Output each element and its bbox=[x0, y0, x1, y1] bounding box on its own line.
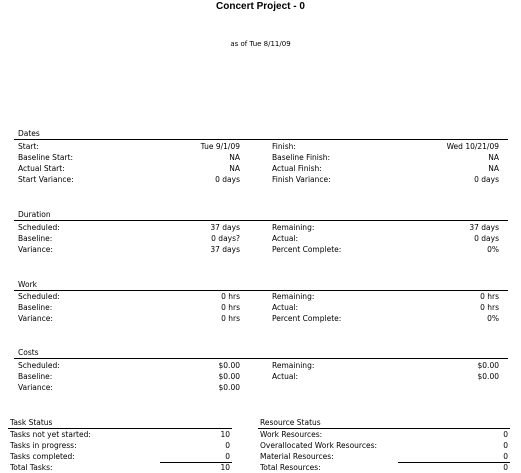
row-value: 0 bbox=[503, 463, 508, 472]
row-label: Scheduled: bbox=[18, 361, 60, 370]
dates-section-title: Dates bbox=[18, 129, 40, 138]
work-baseline-row bbox=[18, 303, 240, 313]
dates-actual-finish-row bbox=[272, 164, 499, 174]
duration-divider bbox=[14, 220, 508, 221]
dates-actual-start-row bbox=[18, 164, 240, 174]
row-value: NA bbox=[229, 164, 240, 173]
row-value: 0 bbox=[225, 452, 230, 461]
row-label: Total Resources: bbox=[260, 463, 321, 472]
row-label: Overallocated Work Resources: bbox=[260, 441, 378, 450]
row-value: 37 days bbox=[469, 223, 499, 232]
row-value: 37 days bbox=[210, 223, 240, 232]
tasks-not-started-row bbox=[10, 430, 230, 440]
row-label: Percent Complete: bbox=[272, 245, 342, 254]
row-label: Actual Finish: bbox=[272, 164, 322, 173]
row-value: 0% bbox=[487, 245, 499, 254]
row-label: Baseline: bbox=[18, 234, 53, 243]
work-percent-complete-row bbox=[272, 314, 499, 324]
dates-baseline-start-row bbox=[18, 153, 240, 163]
tasks-completed-row bbox=[10, 452, 230, 462]
row-value: 37 days bbox=[210, 245, 240, 254]
row-value: $0.00 bbox=[218, 383, 240, 392]
dates-finish-row bbox=[272, 142, 499, 152]
row-label: Material Resources: bbox=[260, 452, 334, 461]
work-section-title: Work bbox=[18, 280, 37, 289]
work-resources-row bbox=[260, 430, 508, 440]
row-label: Start Variance: bbox=[18, 175, 74, 184]
row-value: 0 days? bbox=[211, 234, 240, 243]
row-label: Tasks not yet started: bbox=[10, 430, 91, 439]
row-label: Scheduled: bbox=[18, 223, 60, 232]
duration-percent-complete-row bbox=[272, 245, 499, 255]
resource-status-divider bbox=[258, 428, 510, 429]
overallocated-resources-row bbox=[260, 441, 508, 451]
row-label: Baseline: bbox=[18, 372, 53, 381]
row-value: Tue 9/1/09 bbox=[200, 142, 240, 151]
duration-variance-row bbox=[18, 245, 240, 255]
row-label: Actual: bbox=[272, 303, 299, 312]
row-label: Tasks in progress: bbox=[10, 441, 77, 450]
dates-baseline-finish-row bbox=[272, 153, 499, 163]
row-value: $0.00 bbox=[477, 372, 499, 381]
report-title: Concert Project - 0 bbox=[216, 1, 305, 12]
duration-remaining-row bbox=[272, 223, 499, 233]
row-value: NA bbox=[229, 153, 240, 162]
task-status-title: Task Status bbox=[10, 418, 53, 427]
row-value: 0 bbox=[503, 452, 508, 461]
work-variance-row bbox=[18, 314, 240, 324]
row-label: Tasks completed: bbox=[10, 452, 75, 461]
work-remaining-row bbox=[272, 292, 499, 302]
row-label: Finish Variance: bbox=[272, 175, 331, 184]
row-value: NA bbox=[488, 153, 499, 162]
row-label: Scheduled: bbox=[18, 292, 60, 301]
row-value: 0 hrs bbox=[221, 314, 240, 323]
row-value: 0% bbox=[487, 314, 499, 323]
work-scheduled-row bbox=[18, 292, 240, 302]
row-value: 10 bbox=[220, 463, 230, 472]
tasks-in-progress-row bbox=[10, 441, 230, 451]
work-divider bbox=[14, 290, 508, 291]
row-label: Remaining: bbox=[272, 292, 315, 301]
dates-start-row bbox=[18, 142, 240, 152]
work-actual-row bbox=[272, 303, 499, 313]
row-value: $0.00 bbox=[477, 361, 499, 370]
costs-variance-row bbox=[18, 383, 240, 393]
row-label: Total Tasks: bbox=[10, 463, 53, 472]
row-value: 0 hrs bbox=[480, 303, 499, 312]
costs-section-title: Costs bbox=[18, 348, 39, 357]
duration-baseline-row bbox=[18, 234, 240, 244]
row-value: $0.00 bbox=[218, 361, 240, 370]
row-value: 0 days bbox=[474, 175, 499, 184]
duration-scheduled-row bbox=[18, 223, 240, 233]
row-value: 0 days bbox=[474, 234, 499, 243]
row-value: Wed 10/21/09 bbox=[446, 142, 499, 151]
row-value: 0 bbox=[225, 441, 230, 450]
costs-actual-row bbox=[272, 372, 499, 382]
row-label: Baseline Start: bbox=[18, 153, 74, 162]
row-value: 0 bbox=[503, 430, 508, 439]
duration-section-title: Duration bbox=[18, 210, 51, 219]
row-label: Work Resources: bbox=[260, 430, 323, 439]
row-label: Baseline: bbox=[18, 303, 53, 312]
material-resources-row bbox=[260, 452, 508, 462]
row-label: Actual Start: bbox=[18, 164, 65, 173]
row-value: 10 bbox=[220, 430, 230, 439]
row-label: Percent Complete: bbox=[272, 314, 342, 323]
row-value: 0 hrs bbox=[480, 292, 499, 301]
duration-actual-row bbox=[272, 234, 499, 244]
row-value: $0.00 bbox=[218, 372, 240, 381]
costs-divider bbox=[14, 358, 508, 359]
row-label: Variance: bbox=[18, 245, 53, 254]
row-label: Remaining: bbox=[272, 361, 315, 370]
resource-status-title: Resource Status bbox=[260, 418, 321, 427]
row-value: 0 hrs bbox=[221, 303, 240, 312]
row-value: 0 bbox=[503, 441, 508, 450]
row-label: Variance: bbox=[18, 314, 53, 323]
row-value: 0 days bbox=[215, 175, 240, 184]
row-label: Start: bbox=[18, 142, 39, 151]
row-label: Actual: bbox=[272, 372, 299, 381]
row-value: NA bbox=[488, 164, 499, 173]
row-label: Variance: bbox=[18, 383, 53, 392]
dates-finish-variance-row bbox=[272, 175, 499, 185]
row-label: Remaining: bbox=[272, 223, 315, 232]
row-label: Finish: bbox=[272, 142, 296, 151]
task-status-divider bbox=[8, 428, 232, 429]
dates-start-variance-row bbox=[18, 175, 240, 185]
costs-baseline-row bbox=[18, 372, 240, 382]
report-date: as of Tue 8/11/09 bbox=[230, 40, 291, 48]
row-label: Actual: bbox=[272, 234, 299, 243]
dates-divider bbox=[14, 139, 508, 140]
costs-scheduled-row bbox=[18, 361, 240, 371]
row-value: 0 hrs bbox=[221, 292, 240, 301]
costs-remaining-row bbox=[272, 361, 499, 371]
row-label: Baseline Finish: bbox=[272, 153, 331, 162]
